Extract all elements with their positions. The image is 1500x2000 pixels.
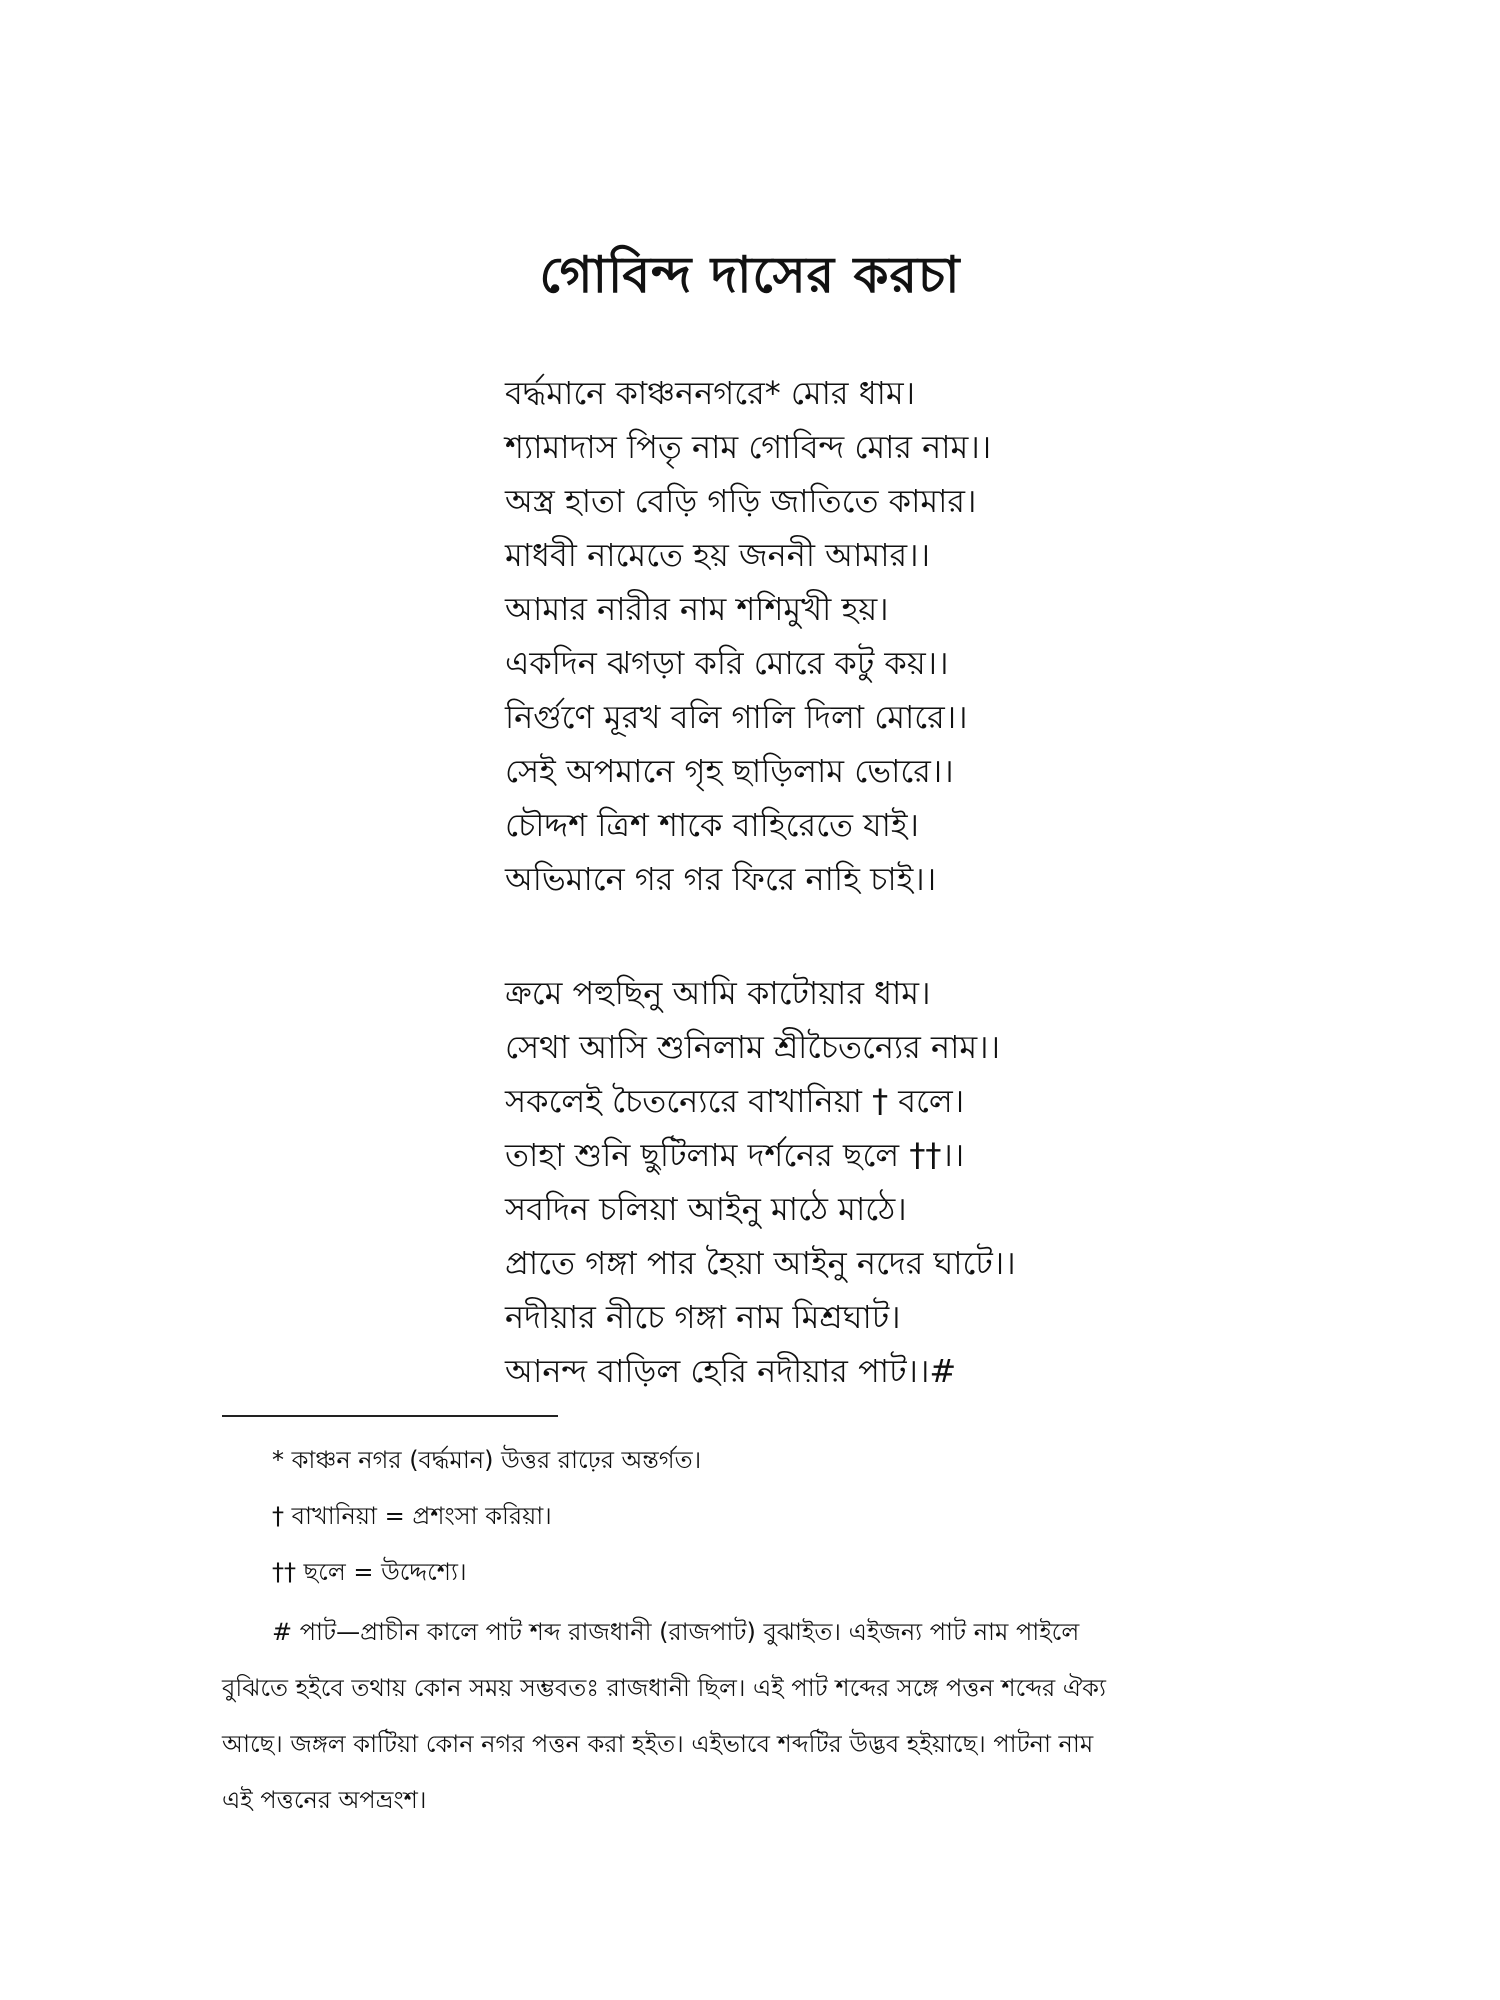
verse-line: সেই অপমানে গৃহ ছাড়িলাম ভোরে।। — [505, 752, 954, 790]
verse-line: চৌদ্দশ ত্রিশ শাকে বাহিরেতে যাই। — [505, 806, 919, 844]
verse-line: ক্রমে পহুছিনু আমি কাটোয়ার ধাম। — [505, 974, 931, 1012]
verse-line: প্রাতে গঙ্গা পার হৈয়া আইনু নদের ঘাটে।। — [505, 1244, 1016, 1282]
verse-line: নদীয়ার নীচে গঙ্গা নাম মিশ্রঘাট। — [505, 1298, 901, 1336]
verse-line: সবদিন চলিয়া আইনু মাঠে মাঠে। — [505, 1190, 907, 1228]
footnote-divider — [222, 1415, 558, 1417]
verse-line: আমার নারীর নাম শশিমুখী হয়। — [505, 590, 889, 628]
verse-line: বৰ্দ্ধমানে কাঞ্চননগরে* মোর ধাম। — [505, 374, 916, 412]
verse-line: সেথা আসি শুনিলাম শ্রীচৈতন্যের নাম।। — [505, 1028, 1001, 1066]
verse-line: নির্গুণে মূরখ বলি গালি দিলা মোরে।। — [505, 698, 968, 736]
verse-stanza-1 — [505, 366, 1405, 906]
verse-line: মাধবী নামেতে হয় জননী আমার।। — [505, 536, 931, 574]
footnote-pat-line: # পাট—প্রাচীন কালে পাট শব্দ রাজধানী (রাজপাট) বুঝাইত। এইজন্য পাট নাম পাইলে — [272, 1618, 1080, 1646]
verse-line: শ্যামাদাস পিতৃ নাম গোবিন্দ মোর নাম।। — [505, 428, 992, 466]
verse-line: অস্ত্র হাতা বেড়ি গড়ি জাতিতে কামার। — [505, 482, 977, 520]
footnote-chhale: †† ছলে = উদ্দেশ্যে। — [272, 1558, 467, 1586]
verse-stanza-2 — [505, 966, 1405, 1398]
verse-line: আনন্দ বাড়িল হেরি নদীয়ার পাট।।# — [505, 1352, 957, 1390]
footnote-pat-line: এই পত্তনের অপভ্রংশ। — [222, 1786, 427, 1814]
page-title: গোবিন্দ দাসের করচা — [539, 245, 961, 304]
verse-line: একদিন ঝগড়া করি মোরে কটু কয়।। — [505, 644, 949, 682]
footnote-pat-line: বুঝিতে হইবে তথায় কোন সময় সম্ভবতঃ রাজধানী ছিল। এই পাট শব্দের সঙ্গে পত্তন শব্দের ঐক্য — [222, 1674, 1106, 1702]
footnote-pat-line: আছে। জঙ্গল কাটিয়া কোন নগর পত্তন করা হইত। এইভাবে শব্দটির উদ্ভব হইয়াছে। পাটনা নাম — [222, 1730, 1094, 1758]
verse-line: অভিমানে গর গর ফিরে নাহি চাই।। — [505, 860, 937, 898]
footnote-kanchan: * কাঞ্চন নগর (বর্দ্ধমান) উত্তর রাঢ়ের অন্তর্গত। — [272, 1446, 702, 1474]
verse-line: সকলেই চৈতন্যেরে বাখানিয়া † বলে। — [505, 1082, 965, 1120]
footnotes — [222, 1432, 1322, 1828]
footnote-bakhaniya: † বাখানিয়া = প্রশংসা করিয়া। — [272, 1502, 552, 1530]
verse-line: তাহা শুনি ছুটিলাম দর্শনের ছলে ††।। — [505, 1136, 965, 1174]
footnote-pat — [222, 1604, 1322, 1828]
